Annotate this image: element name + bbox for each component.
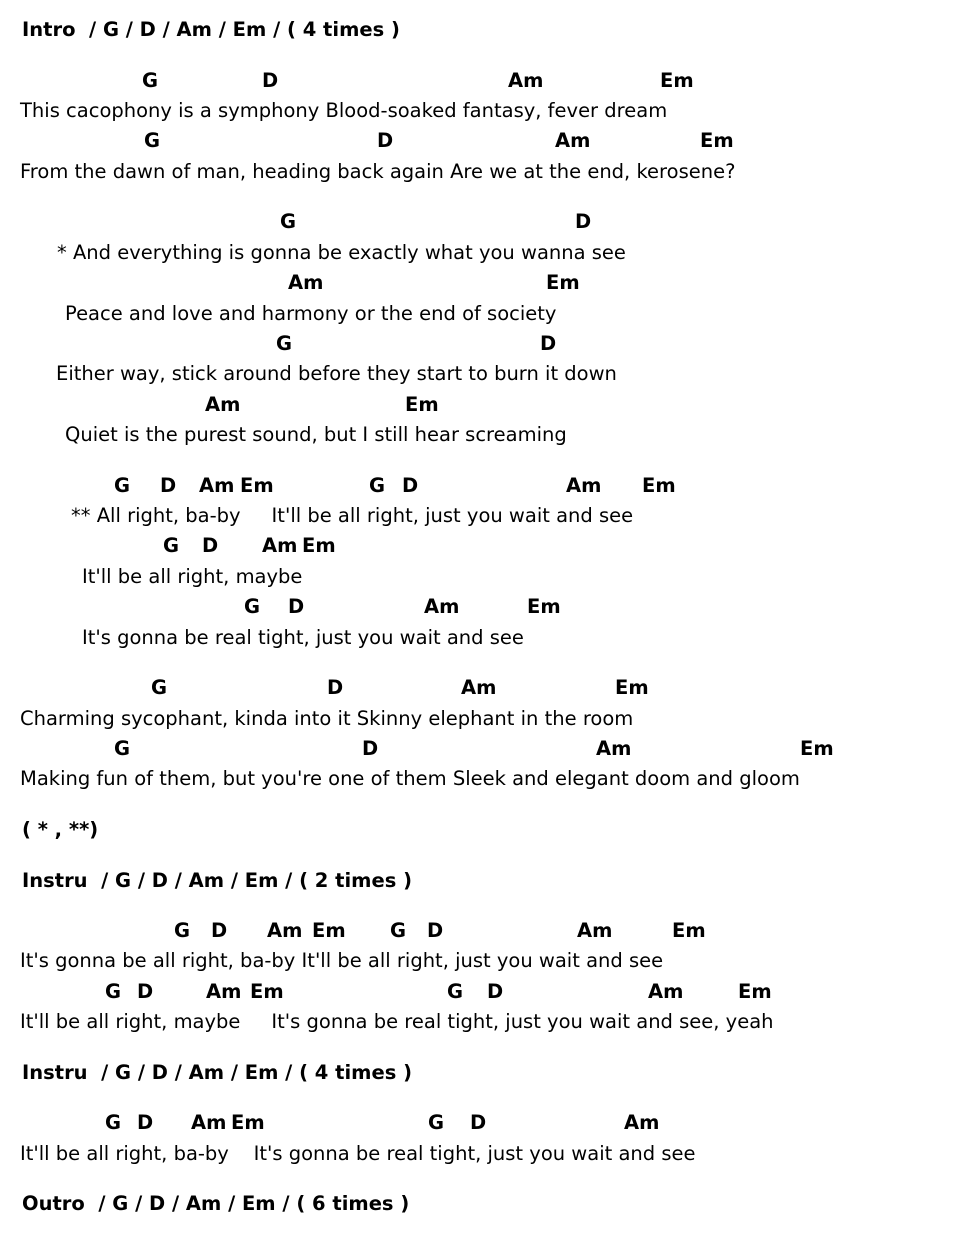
chord-d: D — [262, 68, 279, 92]
chord-am: Am — [288, 271, 324, 295]
chord-em: Em — [250, 979, 284, 1003]
chord-d: D — [288, 595, 305, 619]
lyric-text: It'll be all right, maybe — [82, 564, 303, 588]
section-heading — [0, 815, 969, 845]
chord-em: Em — [546, 271, 580, 295]
chord-em: Em — [642, 473, 676, 497]
chord-em: Em — [240, 473, 274, 497]
chord-am: Am — [461, 676, 497, 700]
chord-d: D — [202, 534, 219, 558]
lyric-line — [0, 1139, 969, 1169]
chord-g: G — [428, 1111, 445, 1135]
lyric-text: Peace and love and harmony or the end of society — [65, 301, 557, 325]
chord-d: D — [427, 919, 444, 943]
lyric-line — [0, 359, 969, 389]
chord-d: D — [211, 919, 228, 943]
section-heading — [0, 1189, 969, 1219]
lyric-line — [0, 96, 969, 126]
section-heading — [0, 1058, 969, 1088]
lyric-text: It's gonna be all right, ba-by It'll be all right, just you wait and see — [20, 949, 664, 973]
lyric-line — [0, 562, 969, 592]
line-gap — [0, 795, 969, 815]
chord-line — [0, 592, 969, 622]
chord-am: Am — [267, 919, 303, 943]
chord-line — [0, 268, 969, 298]
chord-em: Em — [527, 595, 561, 619]
lyric-text: ** All right, ba-by It'll be all right, just you wait and see — [71, 504, 634, 528]
chord-am: Am — [191, 1111, 227, 1135]
chord-line — [0, 207, 969, 237]
chord-g: G — [276, 331, 293, 355]
chord-em: Em — [660, 68, 694, 92]
lyric-text: Either way, stick around before they start to burn it down — [56, 362, 617, 386]
chord-g: G — [105, 979, 122, 1003]
lyric-line — [0, 704, 969, 734]
chord-d: D — [160, 473, 177, 497]
line-gap — [0, 450, 969, 470]
lyric-line — [0, 501, 969, 531]
chord-em: Em — [738, 979, 772, 1003]
chord-g: G — [105, 1111, 122, 1135]
chord-g: G — [114, 736, 131, 760]
lyric-line — [0, 1007, 969, 1037]
chord-g: G — [144, 129, 161, 153]
chord-em: Em — [405, 392, 439, 416]
lyric-text: Charming sycophant, kinda into it Skinny elephant in the room — [20, 706, 634, 730]
chord-line — [0, 1108, 969, 1138]
chord-am: Am — [577, 919, 613, 943]
chord-d: D — [402, 473, 419, 497]
chord-line — [0, 126, 969, 156]
line-gap — [0, 45, 969, 65]
chord-d: D — [377, 129, 394, 153]
chord-d: D — [470, 1111, 487, 1135]
chord-g: G — [244, 595, 261, 619]
chord-g: G — [390, 919, 407, 943]
chord-g: G — [114, 473, 131, 497]
chord-am: Am — [262, 534, 298, 558]
section-heading-text: Outro / G / D / Am / Em / ( 6 times ) — [22, 1192, 410, 1216]
line-gap — [0, 1169, 969, 1189]
section-heading-text: ( * , **) — [22, 817, 99, 841]
lyric-line — [0, 764, 969, 794]
lyric-text: It'll be all right, ba-by It's gonna be real tight, just you wait and see — [20, 1141, 696, 1165]
chord-line — [0, 734, 969, 764]
chord-em: Em — [800, 736, 834, 760]
chord-am: Am — [555, 129, 591, 153]
lyric-text: * And everything is gonna be exactly what you wanna see — [57, 240, 626, 264]
chord-d: D — [540, 331, 557, 355]
section-heading-text: Instru / G / D / Am / Em / ( 2 times ) — [22, 868, 413, 892]
lyric-text: From the dawn of man, heading back again Are we at the end, kerosene? — [20, 159, 736, 183]
lyric-text: This cacophony is a symphony Blood-soaked fantasy, fever dream — [20, 98, 668, 122]
chord-em: Em — [615, 676, 649, 700]
chord-d: D — [362, 736, 379, 760]
lyric-text: Making fun of them, but you're one of them Sleek and elegant doom and gloom — [20, 767, 800, 791]
chord-g: G — [174, 919, 191, 943]
chord-am: Am — [205, 392, 241, 416]
chord-em: Em — [672, 919, 706, 943]
chord-am: Am — [648, 979, 684, 1003]
lyric-text: It's gonna be real tight, just you wait and see — [82, 625, 524, 649]
chord-am: Am — [566, 473, 602, 497]
chord-em: Em — [700, 129, 734, 153]
chord-sheet — [0, 15, 969, 1220]
line-gap — [0, 845, 969, 865]
chord-line — [0, 916, 969, 946]
chord-line — [0, 977, 969, 1007]
chord-g: G — [142, 68, 159, 92]
chord-g: G — [151, 676, 168, 700]
chord-g: G — [163, 534, 180, 558]
lyric-text: It'll be all right, maybe It's gonna be real tight, just you wait and see, yeah — [20, 1010, 774, 1034]
lyric-line — [0, 623, 969, 653]
chord-em: Em — [302, 534, 336, 558]
chord-em: Em — [312, 919, 346, 943]
section-heading — [0, 866, 969, 896]
chord-d: D — [575, 210, 592, 234]
line-gap — [0, 653, 969, 673]
chord-g: G — [447, 979, 464, 1003]
lyric-text: Quiet is the purest sound, but I still hear screaming — [65, 423, 567, 447]
chord-line — [0, 329, 969, 359]
chord-d: D — [487, 979, 504, 1003]
section-heading-text: Intro / G / D / Am / Em / ( 4 times ) — [22, 18, 400, 41]
chord-line — [0, 673, 969, 703]
line-gap — [0, 187, 969, 207]
chord-line — [0, 390, 969, 420]
chord-am: Am — [199, 473, 235, 497]
chord-am: Am — [508, 68, 544, 92]
section-heading — [0, 15, 969, 45]
chord-d: D — [137, 979, 154, 1003]
chord-g: G — [369, 473, 386, 497]
chord-am: Am — [206, 979, 242, 1003]
line-gap — [0, 1088, 969, 1108]
chord-am: Am — [424, 595, 460, 619]
line-gap — [0, 1038, 969, 1058]
chord-line — [0, 471, 969, 501]
chord-am: Am — [624, 1111, 660, 1135]
chord-line — [0, 531, 969, 561]
lyric-line — [0, 420, 969, 450]
chord-em: Em — [231, 1111, 265, 1135]
chord-d: D — [137, 1111, 154, 1135]
chord-g: G — [280, 210, 297, 234]
section-heading-text: Instru / G / D / Am / Em / ( 4 times ) — [22, 1060, 413, 1084]
lyric-line — [0, 238, 969, 268]
chord-d: D — [327, 676, 344, 700]
line-gap — [0, 896, 969, 916]
chord-line — [0, 66, 969, 96]
lyric-line — [0, 946, 969, 976]
chord-am: Am — [596, 736, 632, 760]
lyric-line — [0, 299, 969, 329]
lyric-line — [0, 157, 969, 187]
